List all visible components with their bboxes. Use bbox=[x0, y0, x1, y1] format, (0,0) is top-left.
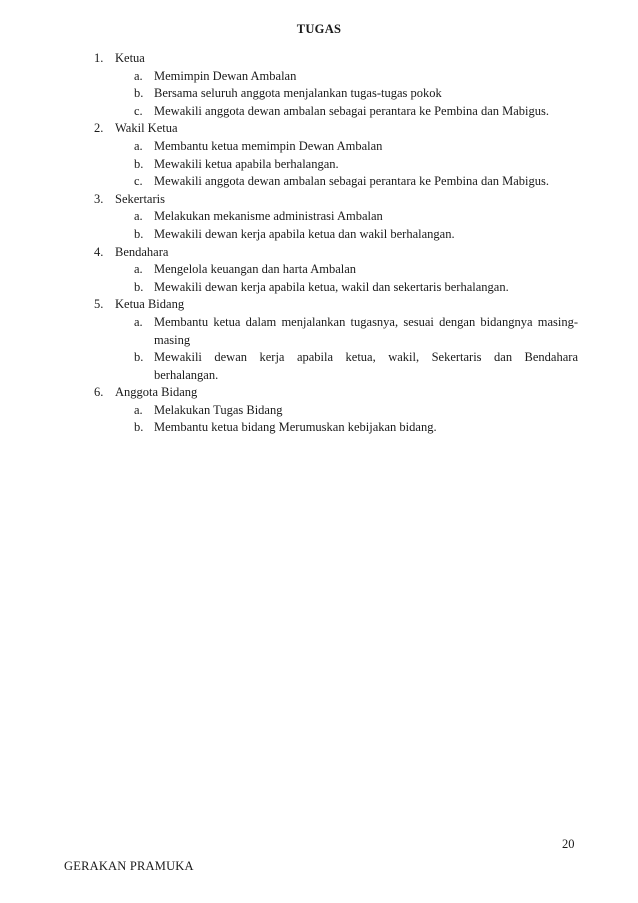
item-text-continued: masing bbox=[154, 332, 191, 347]
duty-list bbox=[0, 50, 638, 437]
section-label: Wakil Ketua bbox=[115, 121, 178, 136]
list-item bbox=[0, 314, 638, 349]
section-number: 1. bbox=[94, 51, 104, 65]
section-label: Bendahara bbox=[115, 244, 169, 259]
section-number: 5. bbox=[94, 297, 104, 312]
item-text: Membantu ketua memimpin Dewan Ambalan bbox=[154, 138, 383, 153]
list-item bbox=[0, 349, 638, 384]
list-item bbox=[0, 226, 638, 244]
section-number: 4. bbox=[94, 244, 104, 259]
list-item bbox=[0, 85, 638, 103]
item-text-continued: berhalangan. bbox=[154, 367, 219, 382]
list-item bbox=[0, 208, 638, 226]
section-sekertaris bbox=[0, 191, 638, 244]
item-text: Mewakili dewan kerja apabila ketua, wakil, Sekertaris dan Bendahara bbox=[154, 350, 578, 365]
item-letter: a. bbox=[134, 209, 143, 224]
item-letter: a. bbox=[134, 262, 143, 277]
footer-text: GERAKAN PRAMUKA bbox=[64, 859, 194, 873]
page-number: 20 bbox=[562, 837, 575, 851]
list-item bbox=[0, 68, 638, 86]
list-item bbox=[0, 402, 638, 420]
item-letter: c. bbox=[134, 174, 143, 189]
section-label: Sekertaris bbox=[115, 191, 165, 206]
item-text: Melakukan Tugas Bidang bbox=[154, 402, 283, 417]
page-title: TUGAS bbox=[296, 22, 342, 36]
item-text: Mewakili dewan kerja apabila ketua, wakil dan sekertaris berhalangan. bbox=[154, 279, 509, 294]
item-text: Bersama seluruh anggota menjalankan tugas-tugas pokok bbox=[154, 86, 442, 101]
list-item bbox=[0, 173, 638, 191]
item-letter: c. bbox=[134, 103, 143, 118]
item-text: Mengelola keuangan dan harta Ambalan bbox=[154, 262, 357, 277]
item-letter: a. bbox=[134, 402, 143, 417]
list-item bbox=[0, 103, 638, 121]
item-letter: a. bbox=[134, 314, 143, 329]
item-letter: b. bbox=[134, 86, 144, 101]
item-letter: b. bbox=[134, 156, 144, 171]
section-number: 6. bbox=[94, 385, 104, 400]
list-item bbox=[0, 156, 638, 174]
section-bendahara bbox=[0, 244, 638, 297]
item-letter: b. bbox=[134, 279, 144, 294]
section-label: Ketua bbox=[115, 51, 145, 65]
list-item bbox=[0, 279, 638, 297]
section-ketua-bidang bbox=[0, 296, 638, 384]
section-number: 3. bbox=[94, 191, 104, 206]
item-text: Membantu ketua dalam menjalankan tugasnya, sesuai dengan bidangnya masing- bbox=[154, 314, 578, 329]
list-item bbox=[0, 138, 638, 156]
section-number: 2. bbox=[94, 121, 104, 136]
item-letter: b. bbox=[134, 420, 144, 435]
item-text: Mewakili anggota dewan ambalan sebagai perantara ke Pembina dan Mabigus. bbox=[154, 103, 550, 118]
item-text: Memimpin Dewan Ambalan bbox=[154, 68, 297, 83]
item-text: Mewakili dewan kerja apabila ketua dan wakil berhalangan. bbox=[154, 226, 455, 241]
list-item bbox=[0, 419, 638, 437]
section-wakil-ketua bbox=[0, 120, 638, 190]
section-label: Anggota Bidang bbox=[115, 385, 198, 400]
section-anggota-bidang bbox=[0, 384, 638, 437]
item-letter: a. bbox=[134, 138, 143, 153]
section-ketua bbox=[0, 50, 638, 120]
item-text: Mewakili ketua apabila berhalangan. bbox=[154, 156, 339, 171]
item-text: Mewakili anggota dewan ambalan sebagai perantara ke Pembina dan Mabigus. bbox=[154, 174, 550, 189]
item-letter: b. bbox=[134, 350, 144, 365]
item-letter: b. bbox=[134, 226, 144, 241]
item-letter: a. bbox=[134, 68, 143, 83]
section-label: Ketua Bidang bbox=[115, 297, 185, 312]
item-text: Membantu ketua bidang Merumuskan kebijakan bidang. bbox=[154, 420, 437, 435]
item-text: Melakukan mekanisme administrasi Ambalan bbox=[154, 209, 383, 224]
list-item bbox=[0, 261, 638, 279]
